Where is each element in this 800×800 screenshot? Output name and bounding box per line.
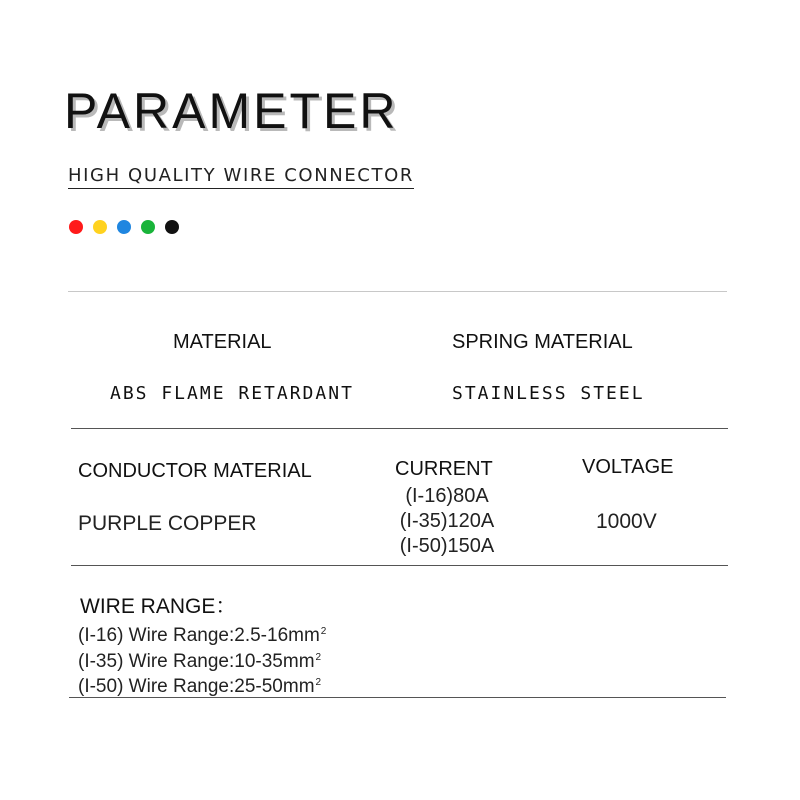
blue-dot — [117, 220, 131, 234]
current-value-i16: (I-16)80A — [405, 485, 489, 507]
page-subtitle: HIGH QUALITY WIRE CONNECTOR — [68, 166, 414, 189]
spring-material-label: SPRING MATERIAL — [452, 331, 633, 353]
wire-range-text: (I-50) Wire Range:25-50mm — [78, 676, 315, 697]
wire-range-text: (I-16) Wire Range:2.5-16mm — [78, 625, 320, 646]
voltage-label: VOLTAGE — [582, 456, 674, 478]
wire-range-text: (I-35) Wire Range:10-35mm — [78, 651, 315, 672]
superscript: 2 — [315, 652, 322, 663]
wire-range-line — [78, 652, 321, 671]
conductor-material-value: PURPLE COPPER — [78, 512, 257, 535]
superscript: 2 — [315, 677, 322, 688]
material-value: ABS FLAME RETARDANT — [110, 383, 354, 404]
divider-bottom — [69, 697, 726, 698]
superscript: 2 — [320, 626, 327, 637]
black-dot — [165, 220, 179, 234]
wire-range-title: WIRE RANGE： — [80, 595, 237, 618]
yellow-dot — [93, 220, 107, 234]
divider-1 — [71, 428, 728, 429]
current-value-i35: (I-35)120A — [399, 510, 495, 532]
wire-range-line — [78, 677, 321, 696]
conductor-material-label: CONDUCTOR MATERIAL — [78, 460, 312, 482]
current-values — [388, 484, 506, 559]
wire-range-line — [78, 626, 326, 645]
voltage-value: 1000V — [596, 510, 657, 533]
current-label: CURRENT — [395, 458, 493, 480]
spring-material-value: STAINLESS STEEL — [452, 383, 645, 404]
current-value-i50: (I-50)150A — [399, 535, 495, 557]
red-dot — [69, 220, 83, 234]
green-dot — [141, 220, 155, 234]
page-title: PARAMETER — [64, 83, 399, 139]
divider-2 — [71, 565, 728, 566]
material-label: MATERIAL — [173, 331, 272, 353]
divider-top — [68, 291, 727, 292]
